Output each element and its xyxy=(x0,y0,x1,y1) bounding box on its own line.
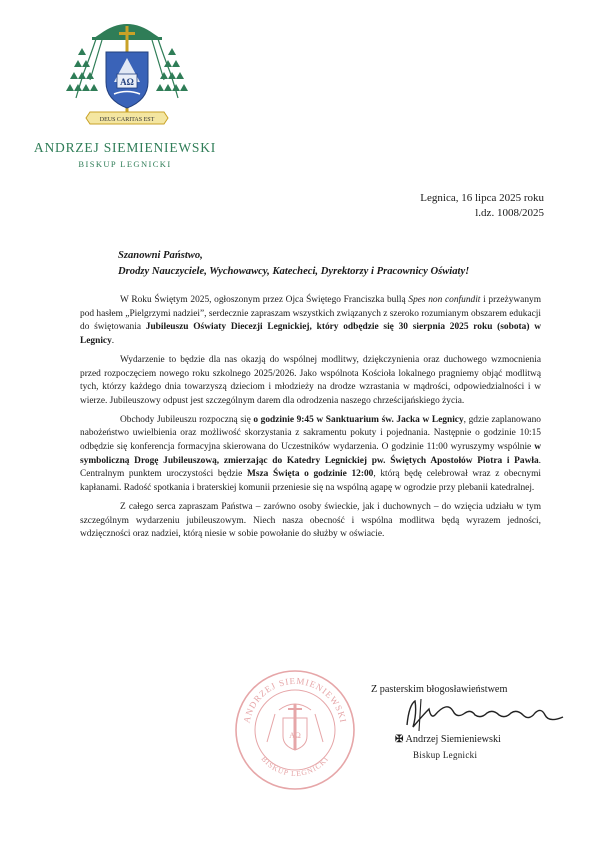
greeting-line-2: Drodzy Nauczyciele, Wychowawcy, Katecheci, Dyrektorzy i Pracownicy Oświaty! xyxy=(118,266,470,277)
greeting-line-1: Szanowni Państwo, xyxy=(118,250,203,261)
place-date: Legnica, 16 lipca 2025 roku xyxy=(420,192,544,204)
stamp-ao: AΩ xyxy=(289,731,301,740)
closing-salutation: Z pasterskim błogosławieństwem xyxy=(371,684,508,695)
paragraph-4: Z całego serca zapraszam Państwa – zarówno osoby świeckie, jak i duchownych – do wzięcia udziału w tym szczególnym wydarzeniu jubileuszowym. Niech nasza obecność i wspólna modlitwa będą wyrazem jedności, wdzięczności oraz nadziei, którą niesie w sobie powołanie do służby w oświacie. xyxy=(80,501,541,540)
bishop-name-header: ANDRZEJ SIEMIENIEWSKI xyxy=(33,140,217,155)
letter-meta xyxy=(420,191,544,221)
official-stamp-icon xyxy=(233,668,357,792)
paragraph-2: Wydarzenie to będzie dla nas okazją do wspólnej modlitwy, dziękczynienia oraz duchowego wzmocnienia przed rozpoczęciem nowego roku szkolnego 2025/2026. Jako wspólnota Kościoła lokalnego pragniemy objąć modlitwą tych, którzy każdego dnia towarzyszą dzieciom i młodzieży na drodze wzrastania w mądrości, odpowiedzialności i w wierze. Jubileuszowy odpust jest szczególnym darem dla odrodzenia naszego chrześcijańskiego życia. xyxy=(80,354,541,406)
bishop-title-header: BISKUP LEGNICKI xyxy=(78,159,172,169)
stamp-bottom-text: BISKUP LEGNICKI xyxy=(259,754,331,779)
reference-number: l.dz. 1008/2025 xyxy=(475,207,544,219)
svg-text:AΩ: AΩ xyxy=(120,77,134,87)
coat-of-arms-icon xyxy=(62,12,192,130)
paragraph-1: W Roku Świętym 2025, ogłoszonym przez Ojca Świętego Franciszka bullą Spes non confundit i przeżywanym pod hasłem „Pielgrzymi nadziei”, serdecznie zapraszam wszystkich związanych z szeroko rozumianym obszarem edukacji do świętowania Jubileuszu Oświaty Diecezji Legnickiej, który odbędzie się 30 sierpnia 2025 roku (sobota) w Legnicy. xyxy=(80,295,542,347)
stamp-top-text: ANDRZEJ SIEMIENIEWSKI xyxy=(241,675,349,724)
motto-text: DEUS CARITAS EST xyxy=(99,117,155,123)
letter-body xyxy=(80,294,541,547)
cross-icon: ✠ xyxy=(395,734,404,745)
signatory-title: Biskup Legnicki xyxy=(413,750,478,760)
signatory-name: ✠ Andrzej Siemieniewski xyxy=(395,734,501,745)
paragraph-3: Obchody Jubileuszu rozpoczną się o godzinie 9:45 w Sanktuarium św. Jacka w Legnicy, gdzie zaplanowano nabożeństwo uwielbienia oraz możliwość skorzystania z sakramentu pokuty i pojednania. Następnie o godzinie 10:15 odbędzie się konferencja formacyjna skierowana do Uczestników wydarzenia. O godzinie 11:00 wyruszymy wspólnie w symboliczną Drogę Jubileuszową, zmierzając do Katedry Legnickiej pw. Świętych Apostołów Piotra i Pawła. Centralnym punktem uroczystości będzie Msza Święta o godzinie 12:00, którą będę celebrował wraz z obecnymi kapłanami. Radość spotkania i braterskiej komunii przeniesie się na wspólną agapę w ogrodzie przy plebanii katedralnej. xyxy=(80,414,541,494)
greeting xyxy=(118,248,558,280)
svg-text:BISKUP LEGNICKI xyxy=(259,754,330,778)
signature-icon xyxy=(395,695,570,735)
